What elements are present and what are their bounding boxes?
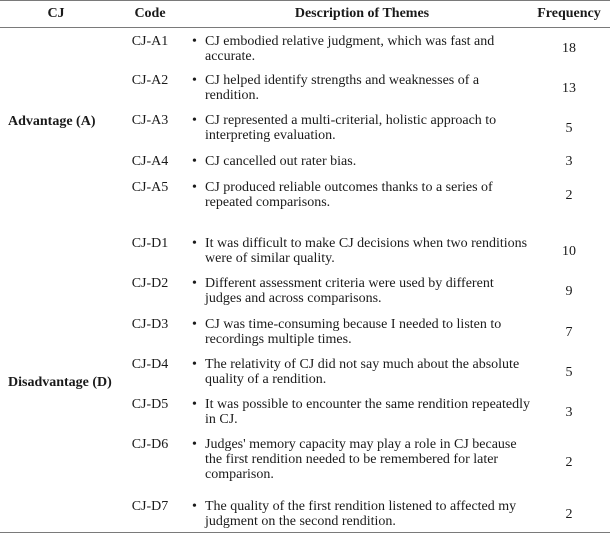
bullet-mark: • — [192, 180, 197, 195]
row-frequency: 13 — [562, 81, 576, 96]
group-label-advantage: Advantage (A) — [8, 114, 96, 129]
row-description: • CJ produced reliable outcomes thanks to a series of repeated comparisons. — [192, 180, 493, 210]
row-frequency: 10 — [562, 244, 576, 259]
header-description: Description of Themes — [294, 6, 430, 21]
bullet-mark: • — [192, 236, 197, 251]
bullet-mark: • — [192, 154, 197, 169]
table-top-rule — [0, 0, 610, 1]
row-description: • CJ was time-consuming because I needed to listen to recordings multiple times. — [192, 317, 502, 347]
bullet-mark: • — [192, 397, 197, 412]
row-code: CJ-A2 — [131, 73, 169, 88]
bullet-mark: • — [192, 276, 197, 291]
bullet-mark: • — [192, 437, 197, 452]
row-frequency: 7 — [565, 325, 573, 340]
bullet-mark: • — [192, 73, 197, 88]
table-bottom-rule — [0, 532, 610, 533]
row-description: • Different assessment criteria were used by different judges and across comparisons. — [192, 276, 494, 306]
row-code: CJ-D3 — [131, 317, 169, 332]
group-label-disadvantage: Disadvantage (D) — [8, 375, 112, 390]
header-cj: CJ — [47, 6, 65, 21]
row-code: CJ-A5 — [131, 180, 169, 195]
row-code: CJ-D5 — [131, 397, 169, 412]
bullet-mark: • — [192, 499, 197, 514]
bullet-mark: • — [192, 317, 197, 332]
row-description: • CJ cancelled out rater bias. — [192, 154, 357, 169]
row-frequency: 5 — [565, 121, 573, 136]
row-frequency: 2 — [565, 188, 573, 203]
row-description: • The relativity of CJ did not say much about the absolute quality of a rendition. — [192, 357, 520, 387]
row-frequency: 3 — [565, 154, 573, 169]
row-code: CJ-D2 — [131, 276, 169, 291]
row-description: • CJ represented a multi-criterial, holistic approach to interpreting evaluation. — [192, 113, 497, 143]
header-frequency: Frequency — [537, 6, 601, 21]
row-description: • It was difficult to make CJ decisions when two renditions were of similar quality. — [192, 236, 528, 266]
header-rule — [0, 27, 610, 28]
row-code: CJ-A1 — [131, 34, 169, 49]
row-frequency: 2 — [565, 455, 573, 470]
bullet-mark: • — [192, 113, 197, 128]
row-code: CJ-A3 — [131, 113, 169, 128]
row-frequency: 5 — [565, 365, 573, 380]
row-code: CJ-D7 — [131, 499, 169, 514]
row-description: • Judges' memory capacity may play a role in CJ because the first rendition needed to be remembered for later comparison. — [192, 437, 517, 482]
row-description: • It was possible to encounter the same rendition repeatedly in CJ. — [192, 397, 531, 427]
row-frequency: 18 — [562, 41, 576, 56]
row-frequency: 3 — [565, 405, 573, 420]
bullet-mark: • — [192, 357, 197, 372]
row-code: CJ-A4 — [131, 154, 169, 169]
bullet-mark: • — [192, 34, 197, 49]
row-frequency: 9 — [565, 284, 573, 299]
header-code: Code — [134, 6, 166, 21]
row-description: • CJ helped identify strengths and weaknesses of a rendition. — [192, 73, 480, 103]
row-code: CJ-D1 — [131, 236, 169, 251]
row-code: CJ-D4 — [131, 357, 169, 372]
row-code: CJ-D6 — [131, 437, 169, 452]
row-description: • CJ embodied relative judgment, which was fast and accurate. — [192, 34, 495, 64]
row-frequency: 2 — [565, 507, 573, 522]
row-description: • The quality of the first rendition listened to affected my judgment on the second rendition. — [192, 499, 517, 529]
